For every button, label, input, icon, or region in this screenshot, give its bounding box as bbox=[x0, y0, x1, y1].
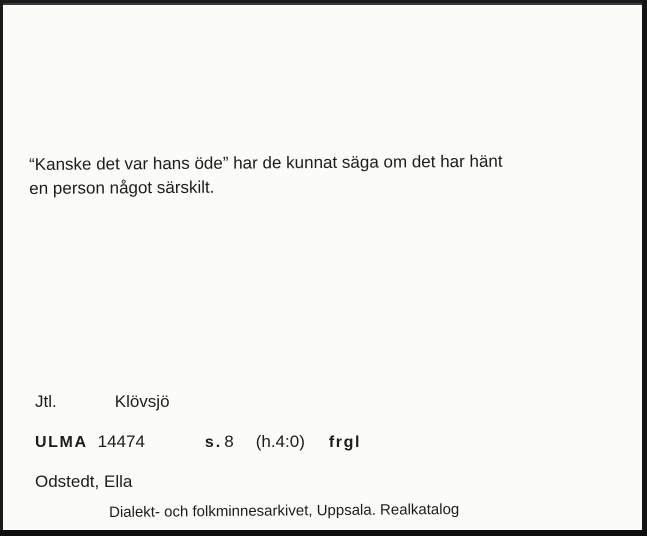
handwriting-reference: (h.4:0) bbox=[255, 432, 305, 451]
catalog-card bbox=[3, 3, 642, 530]
page-label: s. bbox=[204, 434, 223, 451]
informant-name: Odstedt, Ella bbox=[35, 472, 133, 491]
region-label: Jtl. bbox=[35, 392, 57, 411]
body-line: “Kanske det var hans öde” har de kunnat säga om det har hänt bbox=[29, 151, 503, 174]
body-line: en person något särskilt. bbox=[29, 177, 215, 198]
page-number: 8 bbox=[224, 432, 234, 451]
location-row bbox=[35, 392, 170, 412]
card-body-text bbox=[29, 149, 619, 201]
archive-label: ULMA bbox=[35, 434, 88, 451]
archive-reference-row bbox=[35, 432, 361, 453]
scan-edge-right bbox=[642, 0, 647, 536]
parish-name: Klövsjö bbox=[114, 392, 170, 411]
scan-edge-bottom bbox=[0, 530, 647, 536]
archive-footer: Dialekt- och folkminnesarkivet, Uppsala. Realkatalog bbox=[109, 500, 460, 521]
form-code: frgl bbox=[328, 434, 362, 451]
archive-number: 14474 bbox=[97, 432, 145, 451]
